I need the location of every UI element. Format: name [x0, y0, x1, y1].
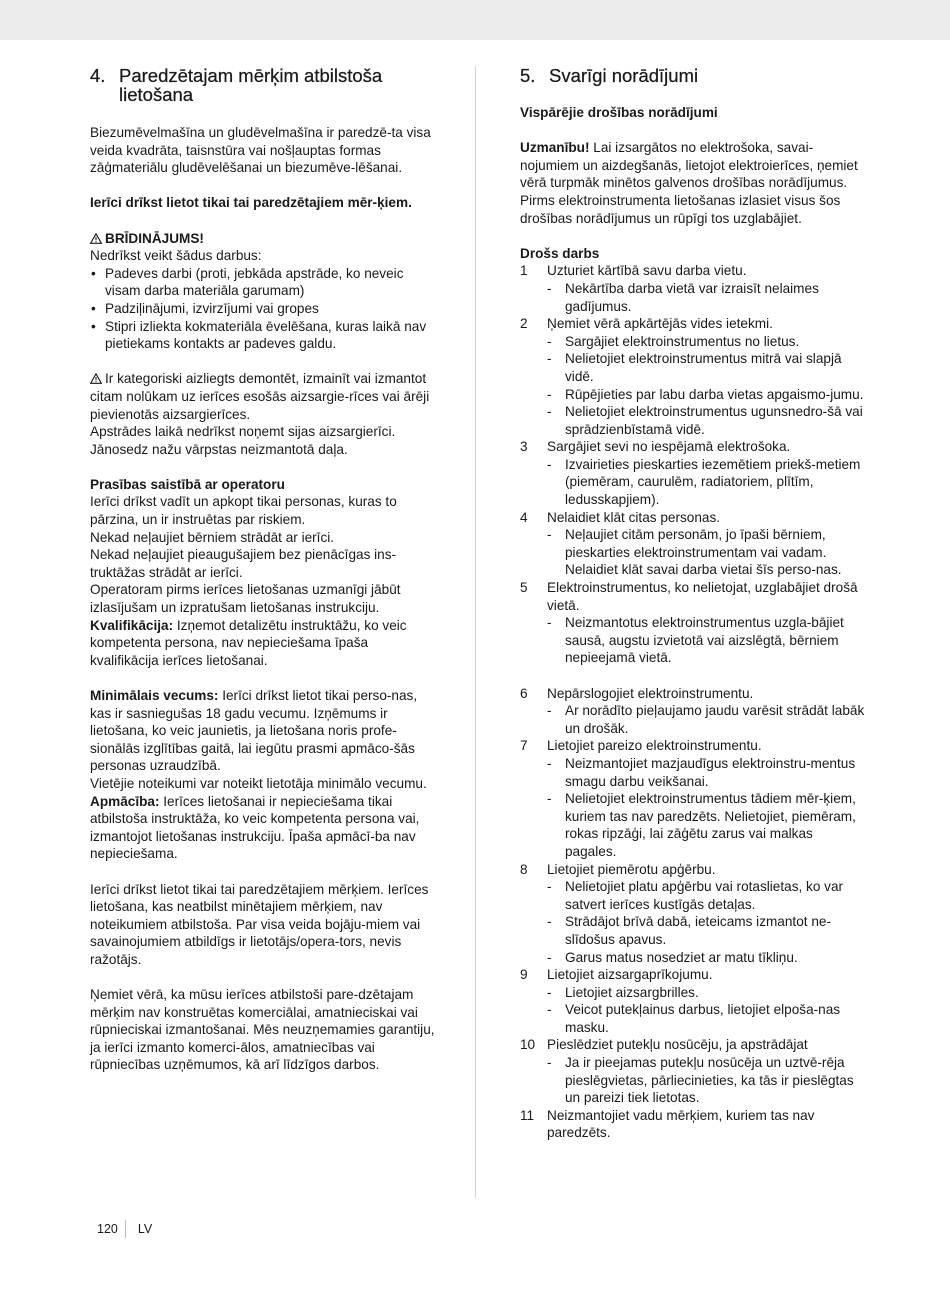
- attention-text: Lai izsargātos no elektrošoka, savai-nojumiem un aizdegšanās, lietojot elektroierīces, ņemiet vērā turpmāk minētos galvenos drošības norādījumus. Pirms elektroinstrumenta lietošanas izlasiet visus šos drošības norādījumus un rūpīgi tos uzglabājiet.: [520, 140, 858, 226]
- safety-item: [520, 262, 865, 315]
- sub-item: [520, 526, 865, 579]
- dash-marker: -: [547, 404, 552, 420]
- list-item: • Stipri izliekta kokmateriāla ēvelēšana, kuras laikā nav pietiekams kontakts ar padeves galdu.: [90, 318, 435, 353]
- section-heading-5: [520, 66, 865, 85]
- safety-item: [520, 438, 865, 508]
- list-item: • Padziļinājumi, izvirzījumi vai gropes: [91, 300, 319, 316]
- dash-marker: -: [547, 755, 552, 771]
- sub-item-text: Lietojiet aizsargbrilles.: [565, 984, 699, 1000]
- qualification-paragraph: [90, 617, 435, 670]
- item-number: 5: [520, 580, 528, 596]
- item-number: 1: [520, 263, 528, 279]
- safety-item: [520, 737, 865, 860]
- sub-item-text: Garus matus nosedziet ar matu tīkliņu.: [565, 949, 798, 965]
- warning-icon: [90, 373, 102, 384]
- min-age-paragraph: [90, 687, 435, 775]
- item-text: Lietojiet pareizo elektroinstrumentu.: [547, 738, 762, 754]
- dash-marker: -: [547, 333, 552, 349]
- sub-item-text: Veicot putekļainus darbus, lietojiet elpoša-nas masku.: [565, 1002, 841, 1035]
- safety-item: [520, 509, 865, 579]
- training-paragraph: [90, 793, 435, 863]
- warning-title: [90, 230, 435, 248]
- item-number: 7: [520, 738, 528, 754]
- sub-item: [520, 386, 865, 404]
- dash-marker: -: [547, 615, 552, 631]
- item-text: Sargājiet sevi no iespējamā elektrošoka.: [547, 439, 791, 455]
- item-text: Uzturiet kārtībā savu darba vietu.: [547, 263, 747, 279]
- qualification-text: Izņemot detalizētu instruktāžu, ko veic kompetenta persona, nav nepieciešama īpaša kvalifikācija ierīces lietošanai.: [90, 617, 407, 668]
- warning-intro: Nedrīkst veikt šādus darbus:: [90, 248, 262, 264]
- item-number: 3: [520, 439, 528, 455]
- list-item-text: Stipri izliekta kokmateriāla ēvelēšana, kuras laikā nav pietiekams kontakts ar padeves galdu.: [105, 318, 427, 352]
- right-column: [520, 66, 865, 1142]
- operator-line: Ierīci drīkst vadīt un apkopt tikai personas, kuras to pārzina, un ir instruētas par riskiem.: [90, 494, 397, 528]
- dash-marker: -: [547, 949, 552, 965]
- item-number: 8: [520, 861, 528, 877]
- safety-item: [520, 1036, 865, 1106]
- qualification-label: Kvalifikācija:: [90, 617, 174, 633]
- sub-item-text: Ja ir pieejamas putekļu nosūcēja un uztvē-rēja pieslēgvietas, pārliecinieties, ka tās ir pieslēgtas un pareizi tiek lietotas.: [565, 1055, 854, 1106]
- item-text: Elektroinstrumentus, ko nelietojat, uzglabājiet drošā vietā.: [547, 580, 858, 613]
- page-footer: [97, 1220, 152, 1238]
- item-text: Ņemiet vērā apkārtējās vides ietekmi.: [547, 316, 773, 332]
- warning-icon: [90, 233, 102, 244]
- min-age-label: Minimālais vecums:: [90, 688, 219, 703]
- item-text: Neizmantojiet vadu mērķiem, kuriem tas nav paredzēts.: [547, 1107, 815, 1141]
- sub-item: [520, 984, 865, 1002]
- dash-marker: -: [547, 527, 552, 543]
- training-text: Ierīces lietošanai ir nepieciešama tikai atbilstoša instruktāža, ko veic kompetenta persona vai, izmantojot lietošanas instrukciju. Īpaša apmācī-ba nav nepieciešama.: [90, 793, 420, 862]
- dash-marker: -: [547, 456, 552, 472]
- prohibition-line-3: Jānosedz nažu vārpstas neizmantotā daļa.: [90, 441, 348, 457]
- dash-marker: -: [547, 791, 552, 807]
- sub-item-text: Nelietojiet elektroinstrumentus mitrā vai slapjā vidē.: [565, 351, 842, 384]
- safety-item: [520, 685, 865, 738]
- warning-list: [90, 265, 435, 353]
- safety-item: [520, 966, 865, 1036]
- sub-item-text: Nelietojiet platu apģērbu vai rotaslietas, ko var satvert ierīces kustīgās detaļas.: [565, 879, 844, 912]
- section-heading-4: [90, 66, 435, 104]
- sub-item: [520, 949, 865, 967]
- prohibition-line-2: Apstrādes laikā nedrīkst noņemt sijas aizsargierīci.: [90, 424, 396, 440]
- sub-item-text: Rūpējieties par labu darba vietas apgaismo-jumu.: [565, 386, 864, 402]
- prohibition-paragraph: [90, 370, 435, 423]
- dash-marker: -: [547, 984, 552, 1000]
- item-text: Nepārslogojiet elektroinstrumentu.: [547, 685, 754, 701]
- item-number: 6: [520, 685, 528, 701]
- operator-title: Prasības saistībā ar operatoru: [90, 476, 285, 492]
- sub-item-text: Neļaujiet citām personām, jo īpaši bērniem, pieskarties elektroinstrumentam vai vadam. Nelaidiet klāt savai darba vietai šīs perso-nas.: [565, 527, 842, 578]
- sub-item: [520, 878, 865, 913]
- intended-use-note: Ierīci drīkst lietot tikai tai paredzētajiem mēr-ķiem.: [90, 195, 412, 211]
- item-text: Nelaidiet klāt citas personas.: [547, 509, 721, 525]
- dash-marker: -: [547, 386, 552, 402]
- sub-item: [520, 614, 865, 667]
- dash-marker: -: [547, 703, 552, 719]
- heading-text: Svarīgi norādījumi: [549, 65, 699, 86]
- min-age-note: Vietējie noteikumi var noteikt lietotāja minimālo vecumu.: [90, 775, 427, 791]
- dash-marker: -: [547, 351, 552, 367]
- sub-item-text: Neizmantotus elektroinstrumentus uzgla-bājiet sausā, augstu izvietotā vai aizslēgtā, bērniem nepieejamā vietā.: [565, 615, 844, 666]
- sub-item: [520, 913, 865, 948]
- top-bar: [0, 0, 950, 40]
- warning-title-text: BRĪDINĀJUMS!: [105, 230, 204, 246]
- dash-marker: -: [547, 914, 552, 930]
- sub-item: [520, 280, 865, 315]
- training-label: Apmācība:: [90, 793, 160, 809]
- sub-item-text: Neizmantojiet mazjaudīgus elektroinstru-mentus smagu darbu veikšanai.: [565, 755, 856, 789]
- left-column: [90, 66, 435, 1074]
- safety-list: [520, 262, 865, 1142]
- heading-number: 5.: [520, 65, 536, 86]
- sub-item-text: Sargājiet elektroinstrumentus no lietus.: [565, 333, 800, 349]
- sub-item-text: Nekārtība darba vietā var izraisīt nelaimes gadījumus.: [565, 280, 819, 314]
- item-text: Lietojiet aizsargaprīkojumu.: [547, 967, 713, 983]
- sub-item: [520, 350, 865, 385]
- list-item: • Padeves darbi (proti, jebkāda apstrāde, ko neveic visam darba materiāla garumam): [90, 265, 435, 300]
- operator-line: Nekad neļaujiet bērniem strādāt ar ierīci.: [90, 529, 335, 545]
- dash-marker: -: [547, 879, 552, 895]
- sub-item: [520, 1054, 865, 1107]
- list-item-text: Padeves darbi (proti, jebkāda apstrāde, ko neveic visam darba materiāla garumam): [105, 265, 404, 299]
- attention-paragraph: [520, 139, 865, 227]
- item-text: Lietojiet piemērotu apģērbu.: [547, 861, 716, 877]
- operator-line: Operatoram pirms ierīces lietošanas uzmanīgi jābūt izlasījušam un izpratušam lietošanas instrukciju.: [90, 582, 401, 616]
- dash-marker: -: [547, 1055, 552, 1071]
- operator-line: Nekad neļaujiet pieaugušajiem bez pienācīgas ins-truktāžas strādāt ar ierīci.: [90, 547, 397, 580]
- min-age-text: Ierīci drīkst lietot tikai perso-nas, kas ir sasniegušas 18 gadu vecumu. Izņēmums ir lietošana, ko veic jaunietis, ja lietošana noris profe-sionālās izglītības gaitā, lai iegūtu prasmi apmāco-šās personas uzraudzībā.: [90, 688, 418, 774]
- safety-item: [520, 861, 865, 967]
- list-item-text: Padziļinājumi, izvirzījumi vai gropes: [105, 300, 319, 316]
- footer-separator: [125, 1220, 126, 1238]
- sub-item: [520, 403, 865, 438]
- safe-work-title: Drošs darbs: [520, 245, 600, 261]
- intro-paragraph: Biezumēvelmašīna un gludēvelmašīna ir paredzē-ta visa veida kvadrāta, taisnstūra vai nošļauptas formas zāģmateriālu gludēvelēšanai un biezumēve-lēšanai.: [90, 125, 431, 176]
- item-number: 9: [520, 967, 528, 983]
- safety-item: [520, 579, 865, 667]
- page-number: 120: [97, 1222, 118, 1236]
- sub-item: [520, 702, 865, 737]
- safety-item: [520, 1107, 865, 1142]
- sub-item: [520, 333, 865, 351]
- sub-item: [520, 456, 865, 509]
- subheading: Vispārējie drošības norādījumi: [520, 105, 718, 120]
- sub-item-text: Ar norādīto pieļaujamo jaudu varēsit strādāt labāk un drošāk.: [565, 703, 865, 736]
- sub-item: [520, 755, 865, 790]
- item-number: 10: [520, 1037, 536, 1053]
- sub-item-text: Nelietojiet elektroinstrumentus tādiem mēr-ķiem, kuriem tas nav paredzēts. Nelietojiet, piemēram, rokas ripzāģi, lai zāģētu zarus vai malkas pagales.: [565, 791, 856, 859]
- safety-item: [520, 315, 865, 438]
- heading-text: Paredzētajam mērķim atbilstoša lietošana: [119, 65, 383, 105]
- dash-marker: -: [547, 1002, 552, 1018]
- item-number: 4: [520, 509, 528, 525]
- sub-item-text: Nelietojiet elektroinstrumentus ugunsnedro-šā vai sprādzienbīstamā vidē.: [565, 404, 863, 437]
- attention-label: Uzmanību!: [520, 140, 590, 156]
- sub-item-text: Strādājot brīvā dabā, ieteicams izmantot ne-slīdošus apavus.: [565, 914, 831, 947]
- item-number: 11: [520, 1107, 535, 1123]
- language-code: LV: [137, 1222, 153, 1236]
- dash-marker: -: [547, 280, 552, 296]
- sub-item: [520, 1001, 865, 1036]
- column-divider: [475, 66, 476, 1198]
- sub-item-text: Izvairieties pieskarties iezemētiem priekš-metiem (piemēram, caurulēm, radiatoriem, plītīm, ledusskapjiem).: [565, 456, 861, 508]
- item-number: 2: [520, 316, 528, 332]
- heading-number: 4.: [90, 65, 106, 86]
- prohibition-text: Ir kategoriski aizliegts demontēt, izmainīt vai izmantot citam nolūkam uz ierīces esošās aizsargie-rīces vai ārēji pievienotās aizsargierīces.: [90, 371, 430, 422]
- commercial-paragraph: Ņemiet vērā, ka mūsu ierīces atbilstoši pare-dzētajam mērķim nav konstruētas komerciālai, amatnieciskai vai rūpnieciskai izmantošanai. Mēs neuzņemamies garantiju, ja ierīci izmanto komerci-ālos, amatniecības vai rūpniecības uzņēmumos, kā arī līdzīgos darbos.: [90, 987, 435, 1073]
- item-text: Pieslēdziet putekļu nosūcēju, ja apstrādājat: [547, 1037, 808, 1053]
- sub-item: [520, 790, 865, 860]
- usage-paragraph: Ierīci drīkst lietot tikai tai paredzētajiem mērķiem. Ierīces lietošana, kas neatbilst minētajiem mērķiem, nav noteikumiem atbilstoša. Par visa veida bojāju-miem vai savainojumiem atbildīgs ir lietotājs/opera-tors, nevis ražotājs.: [90, 881, 429, 967]
